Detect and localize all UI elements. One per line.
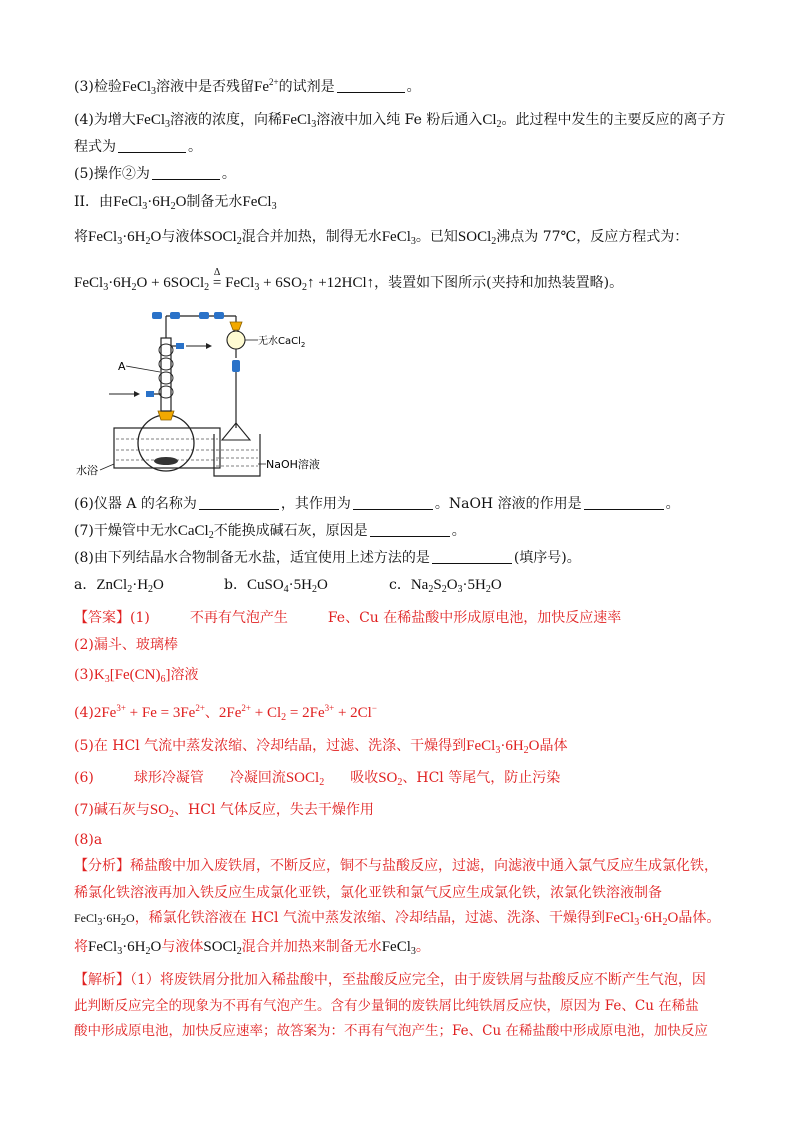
question-6: (6)仪器 A 的名称为 ，其作用为 。NaOH 溶液的作用是 。	[74, 496, 680, 512]
answer-blank	[353, 495, 433, 510]
drying-tube-bulb	[227, 331, 245, 349]
apparatus-diagram	[74, 298, 334, 484]
question-4-cont: 程式为 。	[74, 139, 202, 155]
part-2-heading: II．由$FeCl_3\cdot 6H_2O$制备无水FeCl$_3$	[74, 194, 277, 212]
analysis-line-1: 【分析】稀盐酸中加入废铁屑，不断反应，铜不与盐酸反应，过滤，向滤液中通入氯气反应生成氯化铁，	[74, 858, 718, 874]
question-7: (7)干燥管中无水CaCl$_2$不能换成碱石灰，原因是 。	[74, 523, 466, 541]
answer-5: (5)在 HCl 气流中蒸发浓缩、冷却结晶，过滤、洗涤、干燥得到$FeCl_3\cdot 6H_2O$晶体	[74, 738, 568, 756]
answer-8: (8)a	[74, 832, 103, 848]
analysis-line-3: $FeCl_3\cdot 6H_2O$，稀氯化铁溶液在 HCl 气流中蒸发浓缩、冷却结晶，过滤、洗涤、干燥得到$FeCl_3\cdot 6H_2O$晶体。	[74, 910, 721, 928]
answer-3: $(3)K_3[Fe(CN)_6]$溶液	[74, 667, 199, 685]
analysis-line-2: 稀氯化铁溶液再加入铁反应生成氯化亚铁，氯化亚铁和氯气反应生成氯化铁，浓氯化铁溶液制备	[74, 885, 662, 901]
answer-4: $(4)2Fe^{3+} + Fe = 3Fe^{2+}$、$2Fe^{2+} + Cl_2 = 2Fe^{3+} + 2Cl^-$	[74, 703, 377, 723]
intro-text: 将$FeCl_3\cdot 6H_2O$与液体SOCl$_2$混合并加热，制得无水FeCl$_3$。已知SOCl$_2$沸点为 77℃，反应方程式为：	[74, 229, 689, 247]
label-cacl2: 无水CaCl$_2$	[258, 336, 306, 349]
analysis-line-4: 将$FeCl_3\cdot 6H_2O$与液体SOCl$_2$混合并加热来制备无水FeCl$_3$。	[74, 939, 430, 957]
question-3: (3)检验FeCl$_3$溶液中是否残留$Fe^{2+}$的试剂是 。	[74, 77, 421, 97]
answer-blank	[370, 522, 450, 537]
answer-1: 【答案】(1) 不再有气泡产生 Fe、Cu 在稀盐酸中形成原电池，加快反应速率	[74, 610, 622, 626]
answer-2: (2)漏斗、玻璃棒	[74, 637, 178, 653]
question-8-options	[74, 575, 539, 595]
option-b: b．$CuSO_4\cdot 5H_2O$	[224, 577, 328, 595]
label-naoh: NaOH溶液	[266, 458, 320, 471]
condenser-a	[161, 338, 171, 411]
answer-blank	[584, 495, 664, 510]
option-a: a．$ZnCl_2\cdot H_2O$	[74, 577, 164, 595]
label-water-bath: 水浴	[76, 464, 98, 477]
answer-blank	[432, 549, 512, 564]
solid-sample	[154, 457, 178, 465]
answer-blank	[152, 165, 220, 180]
option-c: c．$Na_2S_2O_3\cdot 5H_2O$	[389, 577, 502, 595]
label-a: A	[118, 360, 126, 373]
explain-line-3: 酸中形成原电池，加快反应速率；故答案为：不再有气泡产生；Fe、Cu 在稀盐酸中形成原电池，加快反应	[74, 1023, 708, 1039]
question-8: (8)由下列结晶水合物制备无水盐，适宜使用上述方法的是 (填序号)。	[74, 550, 581, 566]
question-4: (4)为增大FeCl$_3$溶液的浓度，向稀FeCl$_3$溶液中加入纯 Fe 粉后通入$Cl_2$。此过程中发生的主要反应的离子方	[74, 112, 726, 130]
reaction-equation: $FeCl_3\cdot 6H_2O$ + 6SOCl$_2$ Δ = FeCl$_3$ + $6SO_2↑$ +12HCl↑，装置如下图所示(夹持和加热装置略)。	[74, 267, 624, 293]
question-5: (5)操作②为 。	[74, 166, 236, 182]
answer-blank	[199, 495, 279, 510]
explain-line-2: 此判断反应完全的现象为不再有气泡产生。含有少量铜的废铁屑比纯铁屑反应快，原因为 Fe、Cu 在稀盐	[74, 998, 699, 1014]
explain-line-1: 【解析】（1）将废铁屑分批加入稀盐酸中，至盐酸反应完全，由于废铁屑与盐酸反应不断产生气泡，因	[74, 972, 706, 988]
answer-blank	[118, 138, 186, 153]
stopper	[158, 411, 174, 420]
answer-blank	[337, 78, 405, 93]
answer-7: (7)碱石灰与$SO_2$、HCl 气体反应，失去干燥作用	[74, 802, 374, 820]
answer-6: (6) 球形冷凝管 冷凝回流SOCl$_2$ 吸收$SO_2$、HCl 等尾气，防止污染	[74, 770, 561, 788]
